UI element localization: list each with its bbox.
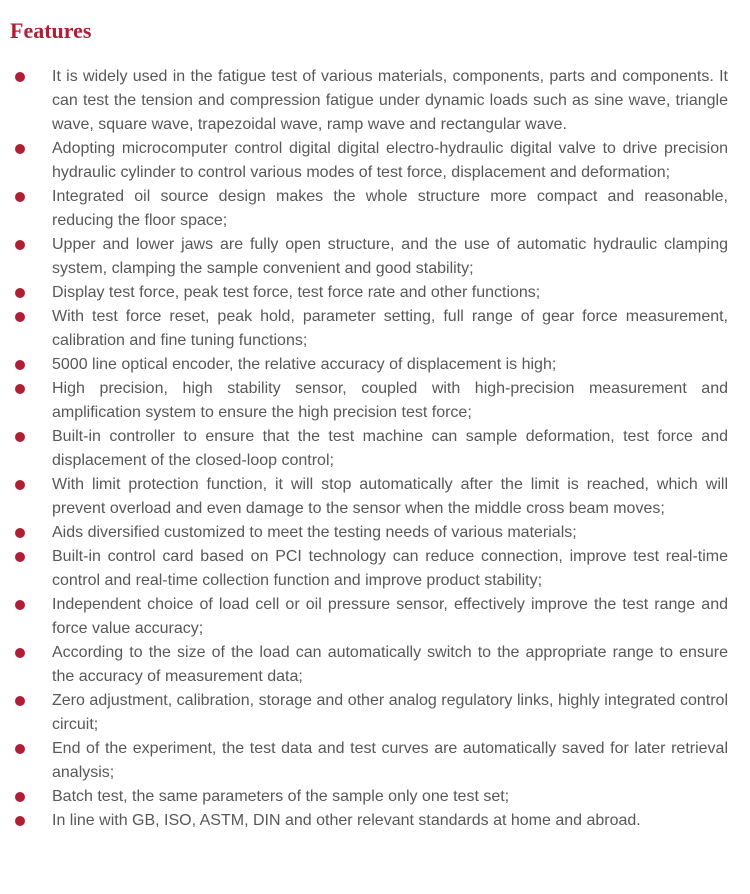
bullet-icon (15, 192, 25, 202)
feature-item (10, 281, 728, 305)
feature-item (10, 593, 728, 641)
feature-item (10, 425, 728, 473)
bullet-icon (15, 240, 25, 250)
feature-text: Built-in control card based on PCI technology can reduce connection, improve test real-time control and real-time collection function and improve product stability; (52, 548, 728, 589)
bullet-icon (15, 744, 25, 754)
feature-text: Independent choice of load cell or oil pressure sensor, effectively improve the test range and force value accuracy; (52, 596, 728, 637)
feature-item (10, 521, 728, 545)
feature-item (10, 689, 728, 737)
feature-text: Display test force, peak test force, test force rate and other functions; (52, 284, 541, 301)
feature-text: End of the experiment, the test data and test curves are automatically saved for later retrieval analysis; (52, 740, 728, 781)
bullet-icon (15, 312, 25, 322)
bullet-icon (15, 72, 25, 82)
bullet-icon (15, 480, 25, 490)
bullet-icon (15, 144, 25, 154)
feature-text: Aids diversified customized to meet the testing needs of various materials; (52, 524, 577, 541)
feature-item (10, 353, 728, 377)
feature-text: With limit protection function, it will stop automatically after the limit is reached, which will prevent overload and even damage to the sensor when the middle cross beam moves; (52, 476, 728, 517)
feature-text: Batch test, the same parameters of the sample only one test set; (52, 788, 510, 805)
feature-item (10, 809, 728, 833)
bullet-icon (15, 648, 25, 658)
feature-text: Adopting microcomputer control digital digital electro-hydraulic digital valve to drive precision hydraulic cylinder to control various modes of test force, displacement and deformation; (52, 140, 728, 181)
feature-item (10, 641, 728, 689)
feature-text: Integrated oil source design makes the whole structure more compact and reasonable, reducing the floor space; (52, 188, 728, 229)
feature-text: It is widely used in the fatigue test of various materials, components, parts and components. It can test the tension and compression fatigue under dynamic loads such as sine wave, triangle wave, square wave, trapezoidal wave, ramp wave and rectangular wave. (52, 68, 728, 133)
feature-text: Built-in controller to ensure that the test machine can sample deformation, test force and displacement of the closed-loop control; (52, 428, 728, 469)
bullet-icon (15, 432, 25, 442)
bullet-icon (15, 288, 25, 298)
feature-text: High precision, high stability sensor, coupled with high-precision measurement and amplification system to ensure the high precision test force; (52, 380, 728, 421)
feature-item (10, 737, 728, 785)
bullet-icon (15, 528, 25, 538)
bullet-icon (15, 600, 25, 610)
bullet-icon (15, 816, 25, 826)
feature-text: In line with GB, ISO, ASTM, DIN and other relevant standards at home and abroad. (52, 812, 641, 829)
feature-item (10, 233, 728, 281)
bullet-icon (15, 696, 25, 706)
feature-item (10, 137, 728, 185)
feature-item (10, 305, 728, 353)
feature-item (10, 473, 728, 521)
feature-text: According to the size of the load can automatically switch to the appropriate range to ensure the accuracy of measurement data; (52, 644, 728, 685)
feature-text: Zero adjustment, calibration, storage and other analog regulatory links, highly integrated control circuit; (52, 692, 728, 733)
feature-item (10, 65, 728, 137)
feature-text: Upper and lower jaws are fully open structure, and the use of automatic hydraulic clamping system, clamping the sample convenient and good stability; (52, 236, 728, 277)
bullet-icon (15, 552, 25, 562)
feature-item (10, 377, 728, 425)
bullet-icon (15, 384, 25, 394)
feature-text: With test force reset, peak hold, parameter setting, full range of gear force measurement, calibration and fine tuning functions; (52, 308, 728, 349)
features-list (10, 65, 728, 833)
bullet-icon (15, 360, 25, 370)
feature-item (10, 185, 728, 233)
feature-item (10, 545, 728, 593)
bullet-icon (15, 792, 25, 802)
feature-item (10, 785, 728, 809)
page-title: Features (10, 18, 92, 43)
feature-text: 5000 line optical encoder, the relative accuracy of displacement is high; (52, 356, 557, 373)
